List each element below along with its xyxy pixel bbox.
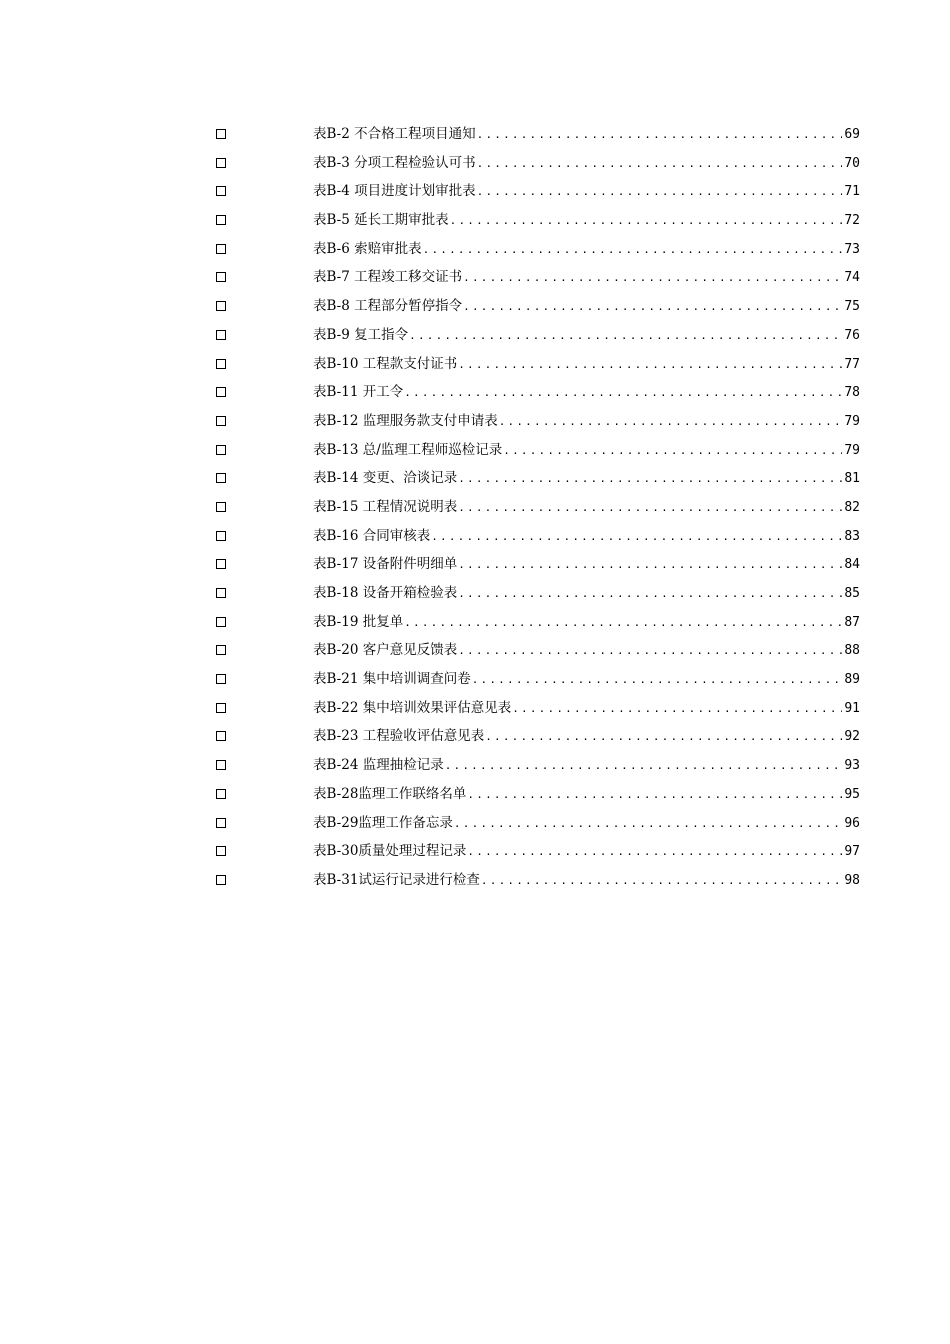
dot-leader [404, 384, 842, 402]
dot-leader [458, 556, 842, 574]
toc-entry-text [313, 412, 860, 431]
checkbox-icon[interactable] [216, 674, 226, 684]
toc-entry[interactable] [216, 638, 860, 667]
toc-page-number: 75 [844, 299, 860, 315]
toc-page-number: 76 [844, 327, 860, 343]
toc-entry-label: 表B-12 监理服务款支付申请表 [313, 412, 498, 429]
toc-entry[interactable] [216, 495, 860, 524]
checkbox-icon[interactable] [216, 789, 226, 799]
toc-entry-label: 表B-20 客户意见反馈表 [313, 642, 458, 659]
toc-entry-text [313, 383, 860, 402]
toc-entry-text [313, 154, 860, 173]
checkbox-icon[interactable] [216, 387, 226, 397]
toc-page-number: 98 [844, 872, 860, 888]
checkbox-icon[interactable] [216, 588, 226, 598]
toc-entry[interactable] [216, 839, 860, 868]
toc-entry-text [313, 871, 860, 890]
toc-page-number: 82 [844, 499, 860, 515]
toc-entry-label: 表B-17 设备附件明细单 [313, 556, 458, 573]
dot-leader [458, 499, 842, 517]
checkbox-icon[interactable] [216, 846, 226, 856]
toc-entry[interactable] [216, 552, 860, 581]
dot-leader [512, 700, 842, 718]
dot-leader [463, 298, 842, 316]
toc-page-number: 71 [844, 184, 860, 200]
toc-entry[interactable] [216, 724, 860, 753]
checkbox-icon[interactable] [216, 531, 226, 541]
toc-page-number: 89 [844, 672, 860, 688]
toc-entry-text [313, 727, 860, 746]
toc-entry-label: 表B-5 延长工期审批表 [313, 212, 449, 229]
toc-page-number: 81 [844, 471, 860, 487]
checkbox-icon[interactable] [216, 445, 226, 455]
toc-entry-label: 表B-9 复工指令 [313, 326, 409, 343]
checkbox-icon[interactable] [216, 416, 226, 426]
toc-page-number: 72 [844, 213, 860, 229]
toc-entry[interactable] [216, 782, 860, 811]
toc-page-number: 97 [844, 844, 860, 860]
toc-entry[interactable] [216, 237, 860, 266]
toc-entry-label: 表B-30质量处理过程记录 [313, 843, 467, 860]
toc-page-number: 84 [844, 557, 860, 573]
toc-page-number: 79 [844, 413, 860, 429]
toc-page-number: 91 [844, 700, 860, 716]
checkbox-icon[interactable] [216, 617, 226, 627]
toc-entry[interactable] [216, 151, 860, 180]
dot-leader [458, 356, 842, 374]
toc-entry-text [313, 498, 860, 517]
toc-entry-text [313, 355, 860, 374]
toc-entry[interactable] [216, 208, 860, 237]
toc-entry-text [313, 756, 860, 775]
dot-leader [463, 269, 842, 287]
dot-leader [404, 614, 842, 632]
dot-leader [458, 642, 842, 660]
toc-entry[interactable] [216, 667, 860, 696]
dot-leader [477, 155, 843, 173]
toc-entry-label: 表B-10 工程款支付证书 [313, 355, 458, 372]
toc-entry-text [313, 125, 860, 144]
toc-entry-label: 表B-22 集中培训效果评估意见表 [313, 699, 512, 716]
toc-entry[interactable] [216, 868, 860, 897]
toc-entry-label: 表B-11 开工令 [313, 384, 404, 401]
checkbox-icon[interactable] [216, 186, 226, 196]
checkbox-icon[interactable] [216, 502, 226, 512]
toc-entry-label: 表B-31试运行记录进行检查 [313, 871, 480, 888]
toc-entry[interactable] [216, 294, 860, 323]
dot-leader [409, 327, 842, 345]
toc-page-number: 79 [844, 442, 860, 458]
toc-entry-text [313, 268, 860, 287]
toc-entry[interactable] [216, 380, 860, 409]
dot-leader [423, 241, 843, 259]
toc-entry[interactable] [216, 438, 860, 467]
dot-leader [477, 183, 843, 201]
checkbox-icon[interactable] [216, 272, 226, 282]
toc-entry-text [313, 785, 860, 804]
dot-leader [499, 413, 843, 431]
toc-entry-label: 表B-8 工程部分暂停指令 [313, 298, 463, 315]
dot-leader [467, 786, 842, 804]
dot-leader [450, 212, 843, 230]
toc-entry-label: 表B-6 索赔审批表 [313, 240, 422, 257]
toc-entry-label: 表B-21 集中培训调查问卷 [313, 671, 471, 688]
checkbox-icon[interactable] [216, 359, 226, 369]
toc-entry-text [313, 527, 860, 546]
toc-entry-label: 表B-24 监理抽检记录 [313, 757, 444, 774]
toc-page-number: 74 [844, 270, 860, 286]
dot-leader [467, 843, 842, 861]
checkbox-icon[interactable] [216, 818, 226, 828]
toc-page-number: 96 [844, 815, 860, 831]
toc-entry-text [313, 584, 860, 603]
toc-entry-text [313, 699, 860, 718]
toc-entry[interactable] [216, 581, 860, 610]
toc-page-number: 78 [844, 385, 860, 401]
toc-entry-text [313, 555, 860, 574]
checkbox-icon[interactable] [216, 158, 226, 168]
toc-entry[interactable] [216, 466, 860, 495]
checkbox-icon[interactable] [216, 215, 226, 225]
toc-entry[interactable] [216, 352, 860, 381]
toc-page-number: 88 [844, 643, 860, 659]
toc-page-number: 92 [844, 729, 860, 745]
dot-leader [477, 126, 843, 144]
toc-page-number: 87 [844, 614, 860, 630]
toc-entry-label: 表B-16 合同审核表 [313, 527, 431, 544]
toc-entry-label: 表B-4 项目进度计划审批表 [313, 183, 476, 200]
toc-entry-label: 表B-3 分项工程检验认可书 [313, 154, 476, 171]
toc-entry[interactable] [216, 610, 860, 639]
toc-entry[interactable] [216, 753, 860, 782]
toc-entry-text [313, 641, 860, 660]
dot-leader [503, 442, 842, 460]
dot-leader [458, 470, 842, 488]
toc-entry[interactable] [216, 323, 860, 352]
toc-entry[interactable] [216, 696, 860, 725]
checkbox-icon[interactable] [216, 645, 226, 655]
toc-entry-label: 表B-15 工程情况说明表 [313, 498, 458, 515]
toc-entry-text [313, 211, 860, 230]
toc-entry-text [313, 842, 860, 861]
checkbox-icon[interactable] [216, 244, 226, 254]
toc-page-number: 93 [844, 758, 860, 774]
toc-entry-label: 表B-28监理工作联络名单 [313, 785, 467, 802]
dot-leader [454, 815, 842, 833]
toc-entry-text [313, 240, 860, 259]
toc-page-number: 95 [844, 786, 860, 802]
toc-entry-text [313, 182, 860, 201]
toc-page-number: 70 [844, 155, 860, 171]
toc-entry[interactable] [216, 122, 860, 151]
toc-page-number: 85 [844, 586, 860, 601]
toc-entry-text [313, 441, 860, 460]
toc-entry-label: 表B-29监理工作备忘录 [313, 814, 453, 831]
toc-entry-text [313, 814, 860, 833]
checkbox-icon[interactable] [216, 875, 226, 885]
checkbox-icon[interactable] [216, 760, 226, 770]
checkbox-icon[interactable] [216, 129, 226, 139]
toc-page-number: 73 [844, 241, 860, 257]
toc-entry[interactable] [216, 179, 860, 208]
dot-leader [445, 757, 843, 775]
toc-entry[interactable] [216, 811, 860, 840]
checkbox-icon[interactable] [216, 473, 226, 483]
checkbox-icon[interactable] [216, 559, 226, 569]
toc-page-number: 69 [844, 127, 860, 142]
toc-entry-label: 表B-13 总/监理工程师巡检记录 [313, 441, 503, 458]
toc-entry-label: 表B-7 工程竣工移交证书 [313, 269, 463, 286]
dot-leader [472, 671, 843, 689]
checkbox-icon[interactable] [216, 330, 226, 340]
toc-entry-text [313, 469, 860, 488]
toc-entry-label: 表B-18 设备开箱检验表 [313, 585, 458, 601]
toc-entry-label: 表B-2 不合格工程项目通知 [313, 126, 476, 142]
checkbox-icon[interactable] [216, 703, 226, 713]
toc-entry[interactable] [216, 524, 860, 553]
toc-entry-label: 表B-19 批复单 [313, 613, 404, 630]
dot-leader [431, 528, 842, 546]
toc-entry-text [313, 297, 860, 316]
table-of-contents [216, 122, 860, 897]
dot-leader [485, 728, 842, 746]
checkbox-icon[interactable] [216, 731, 226, 741]
toc-entry-text [313, 670, 860, 689]
toc-entry-label: 表B-23 工程验收评估意见表 [313, 728, 485, 745]
toc-entry[interactable] [216, 409, 860, 438]
toc-entry-label: 表B-14 变更、洽谈记录 [313, 470, 458, 487]
dot-leader [481, 872, 842, 890]
dot-leader [458, 585, 842, 603]
toc-page-number: 83 [844, 528, 860, 544]
toc-page-number: 77 [844, 356, 860, 372]
toc-entry-text [313, 613, 860, 632]
toc-entry[interactable] [216, 265, 860, 294]
checkbox-icon[interactable] [216, 301, 226, 311]
toc-entry-text [313, 326, 860, 345]
